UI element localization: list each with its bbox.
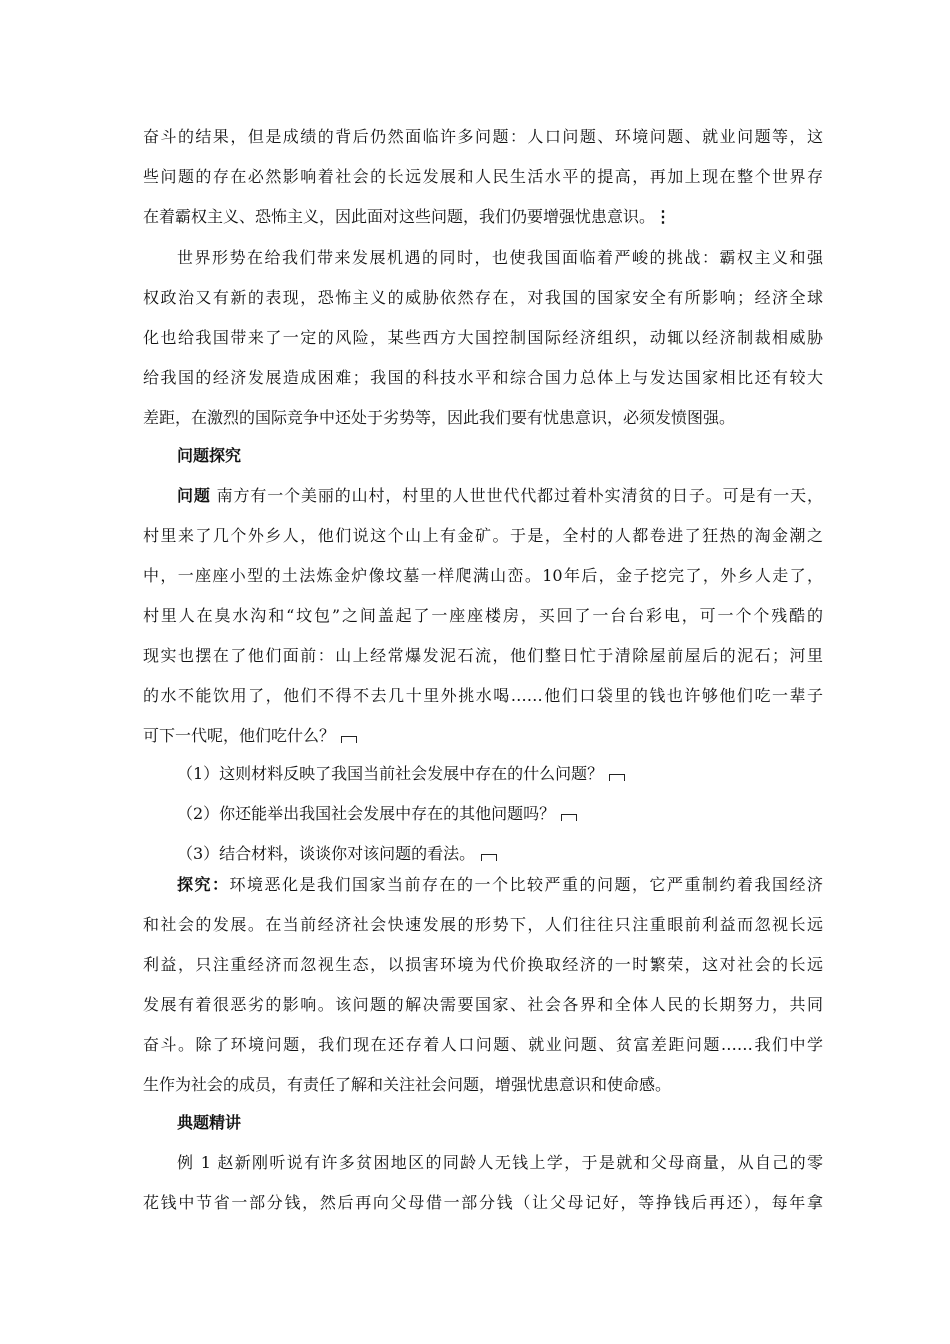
text-line: 中，一座座小型的土法炼金炉像坟墓一样爬满山峦。10年后，金子挖完了，外乡人走了， (143, 566, 823, 585)
ellipsis-mark: ⋮ (655, 207, 672, 226)
text-span: （3）结合材料，谈谈你对该问题的看法。 (177, 844, 476, 863)
text-line: 些问题的存在必然影响着社会的长远发展和人民生活水平的提高，再加上现在整个世界存 (143, 167, 823, 186)
text-span: 环境恶化是我们国家当前存在的一个比较严重的问题，它严重制约着我国经济 (229, 875, 823, 894)
question-paragraph (143, 476, 823, 756)
sub-questions (143, 754, 823, 874)
text-line: 利益，只注重经济而忽视生态，以损害环境为代价换取经济的一时繁荣，这对社会的长远 (143, 955, 823, 974)
text-span: （2）你还能举出我国社会发展中存在的其他问题吗？ (177, 804, 556, 823)
answer-paragraph (143, 865, 823, 1105)
section-heading-explore (143, 436, 823, 476)
text-line: 村里人在臭水沟和“坟包”之间盖起了一座座楼房，买回了一台台彩电，可一个个残酷的 (143, 606, 823, 625)
section-heading: 问题探究 (177, 446, 242, 465)
text-line: 的水不能饮用了，他们不得不去几十里外挑水喝……他们口袋里的钱也许够他们吃一辈子 (143, 686, 823, 705)
paragraph-1 (143, 117, 823, 237)
bracket-mark-icon (481, 854, 497, 861)
paragraph-2 (143, 238, 823, 438)
text-line: 村里来了几个外乡人，他们说这个山上有金矿。于是，全村的人都卷进了狂热的淘金潮之 (143, 526, 823, 545)
text-line: 差距，在激烈的国际竞争中还处于劣势等，因此我们要有忧患意识，必须发愤图强。 (143, 408, 736, 427)
text-line: 奋斗。除了环境问题，我们现在还存着人口问题、就业问题、贫富差距问题……我们中学 (143, 1035, 823, 1054)
text-line: 和社会的发展。在当前经济社会快速发展的形势下，人们往往只注重眼前利益而忽视长远 (143, 915, 823, 934)
text-line: 现实也摆在了他们面前：山上经常爆发泥石流，他们整日忙于清除屋前屋后的泥石；河里 (143, 646, 823, 665)
section-heading-examples (143, 1103, 823, 1143)
text-line: 发展有着很恶劣的影响。该问题的解决需要国家、社会各界和全体人民的长期努力，共同 (143, 995, 823, 1014)
bracket-mark-icon (341, 736, 357, 743)
text-line: 世界形势在给我们带来发展机遇的同时，也使我国面临着严峻的挑战：霸权主义和强 (177, 248, 823, 267)
text-line: 花钱中节省一部分钱，然后再向父母借一部分钱（让父母记好，等挣钱后再还），每年拿 (143, 1193, 823, 1212)
question-label: 问题 (177, 486, 211, 505)
text-line: 例 1 赵新刚听说有许多贫困地区的同龄人无钱上学，于是就和父母商量，从自己的零 (177, 1153, 823, 1172)
text-line (143, 865, 823, 905)
text-line (143, 716, 823, 756)
answer-label: 探究： (177, 875, 230, 894)
text-span: 南方有一个美丽的山村，村里的人世世代代都过着朴实清贫的日子。可是有一天， (210, 486, 823, 505)
section-heading: 典题精讲 (177, 1113, 242, 1132)
text-line: 化也给我国带来了一定的风险，某些西方大国控制国际经济组织，动辄以经济制裁相威胁 (143, 328, 823, 347)
text-span: 在着霸权主义、恐怖主义，因此面对这些问题，我们仍要增强忧患意识。 (143, 207, 656, 226)
example-paragraph (143, 1143, 823, 1223)
text-line: 奋斗的结果，但是成绩的背后仍然面临许多问题：人口问题、环境问题、就业问题等，这 (143, 127, 823, 146)
bracket-mark-icon (609, 774, 625, 781)
bracket-mark-icon (561, 814, 577, 821)
text-line (143, 476, 823, 516)
sub-question (143, 754, 823, 794)
text-line: 生作为社会的成员，有责任了解和关注社会问题，增强忧患意识和使命感。 (143, 1075, 672, 1094)
text-span: （1）这则材料反映了我国当前社会发展中存在的什么问题？ (177, 764, 604, 783)
sub-question (143, 794, 823, 834)
text-line (143, 197, 823, 237)
text-line: 权政治又有新的表现，恐怖主义的威胁依然存在，对我国的国家安全有所影响；经济全球 (143, 288, 823, 307)
text-span: 可下一代呢，他们吃什么？ (143, 726, 336, 745)
text-line: 给我国的经济发展造成困难；我国的科技水平和综合国力总体上与发达国家相比还有较大 (143, 368, 823, 387)
